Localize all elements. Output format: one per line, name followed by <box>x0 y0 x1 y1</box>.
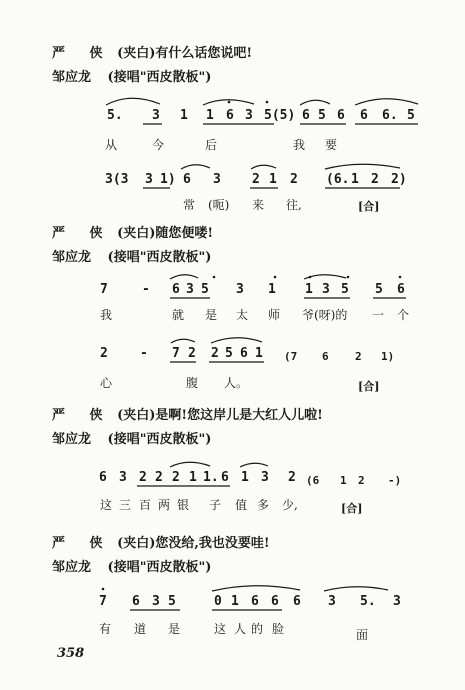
dialogue-line <box>52 222 213 241</box>
note: 5 <box>341 282 349 297</box>
note: 6 <box>132 594 140 609</box>
note: 7 <box>100 282 108 297</box>
note: 2 <box>211 346 219 361</box>
lyric: 心 <box>100 376 113 390</box>
note: 3 <box>261 470 269 485</box>
lyric: 道 <box>134 622 147 636</box>
chorus-mark: [合] <box>358 200 380 213</box>
lyric: 爷(呀)的 <box>302 308 348 322</box>
note: 5 <box>407 108 415 123</box>
note: 6 <box>302 108 310 123</box>
dialogue-text: (接唱"西皮散板") <box>107 70 212 85</box>
lyric: 脸 <box>272 622 285 636</box>
note: 3 <box>152 108 160 123</box>
note: 2 <box>139 470 147 485</box>
note: 2 <box>371 172 379 187</box>
lyric: 多 <box>257 498 270 512</box>
note: 1 <box>268 282 276 297</box>
lyric: 这 <box>100 498 113 512</box>
note: 3 <box>145 172 153 187</box>
note: 2 <box>100 346 108 361</box>
note: 1 <box>180 108 188 123</box>
note: 3 <box>322 282 330 297</box>
lyric: 人。 <box>224 376 249 390</box>
lyric: 我 <box>100 308 113 322</box>
slur-mark <box>304 275 346 279</box>
note: 3 <box>186 282 194 297</box>
note: 1. <box>203 470 219 485</box>
dialogue-text: (夹白)您没给,我也没要哇! <box>117 536 270 551</box>
note: 7 <box>99 594 107 609</box>
slur-mark <box>211 338 262 343</box>
note: 2 <box>252 172 260 187</box>
note: 1 <box>351 172 359 187</box>
dialogue-line <box>52 532 270 551</box>
note: 1 <box>255 346 263 361</box>
lyric: 往, <box>286 198 302 212</box>
note: 7 <box>172 346 180 361</box>
note: 5 <box>201 282 209 297</box>
lyric: 后 <box>205 138 218 152</box>
octave-dot <box>213 276 216 279</box>
note: 3 <box>328 594 336 609</box>
note: 3 <box>152 594 160 609</box>
chorus-mark: [合] <box>358 380 380 393</box>
dialogue-text: (接唱"西皮散板") <box>107 560 212 575</box>
note: 1 <box>241 470 249 485</box>
slur-mark <box>170 275 198 279</box>
lyric: 的 <box>251 622 264 636</box>
lyric: 人 <box>234 622 247 636</box>
dialogue-line <box>52 428 211 447</box>
speaker-name: 严 侠 <box>52 408 113 423</box>
note: 2 <box>355 350 362 363</box>
lyric: 是 <box>168 622 181 636</box>
note: 2) <box>391 172 407 187</box>
octave-dot <box>266 101 269 104</box>
slur-mark <box>300 100 330 105</box>
note: 5. <box>360 594 376 609</box>
dialogue-line <box>52 246 211 265</box>
octave-dot <box>399 276 402 279</box>
speaker-name: 邹应龙 <box>52 432 92 447</box>
lyric: (呃) <box>208 198 230 212</box>
note: 1 <box>189 470 197 485</box>
note: 6 <box>99 470 107 485</box>
note: 6 <box>172 282 180 297</box>
note: 0 <box>214 594 222 609</box>
note: 3 <box>236 282 244 297</box>
note: 5. <box>107 108 123 123</box>
lyric: 个 <box>397 308 410 322</box>
note: 1) <box>160 172 176 187</box>
note: 6 <box>293 594 301 609</box>
chorus-mark: [合] <box>341 502 363 515</box>
dialogue-text: (接唱"西皮散板") <box>107 250 212 265</box>
lyric: 腹 <box>186 376 199 390</box>
note: 5 <box>225 346 233 361</box>
note: 1 <box>269 172 277 187</box>
note: 6 <box>271 594 279 609</box>
dialogue-text: (夹白)随您便喽! <box>117 226 214 241</box>
note: 6 <box>240 346 248 361</box>
note: 2 <box>358 474 365 487</box>
note: 1 <box>340 474 347 487</box>
page-number: 358 <box>57 646 85 661</box>
lyric: 太 <box>236 308 249 322</box>
note: 3(3 <box>105 172 129 187</box>
note: 6. <box>382 108 398 123</box>
note: 5(5) <box>264 108 296 123</box>
lyric: 今 <box>152 138 165 152</box>
speaker-name: 邹应龙 <box>52 560 92 575</box>
note: 6 <box>221 470 229 485</box>
dialogue-line <box>52 42 252 61</box>
octave-dot <box>309 276 312 279</box>
octave-dot <box>102 588 105 591</box>
note: 3 <box>213 172 221 187</box>
note: 6 <box>322 350 329 363</box>
dialogue-text: (夹白)是啊!您这岸儿是大红人儿啦! <box>117 408 323 423</box>
lyric: 三 <box>119 498 132 512</box>
lyric: 我 <box>293 138 306 152</box>
slur-mark <box>355 99 418 105</box>
note: (6 <box>306 474 320 487</box>
speaker-name: 严 侠 <box>52 226 113 241</box>
slur-mark <box>181 165 210 169</box>
lyric: 这 <box>214 622 227 636</box>
lyric: 子 <box>209 498 222 512</box>
note: 5 <box>168 594 176 609</box>
note: (7 <box>284 350 298 363</box>
note: 6 <box>337 108 345 123</box>
slur-mark <box>251 165 276 169</box>
octave-dot <box>228 101 231 104</box>
octave-dot <box>274 276 277 279</box>
lyric: 来 <box>252 198 265 212</box>
note: - <box>140 346 148 361</box>
dialogue-line <box>52 66 211 85</box>
lyric: 常 <box>183 198 196 212</box>
slur-mark <box>325 164 400 169</box>
slur-mark <box>170 462 210 467</box>
slur-mark <box>324 587 388 591</box>
note: 2 <box>188 346 196 361</box>
lyric: 就 <box>172 308 185 322</box>
slur-mark <box>203 100 254 105</box>
dialogue-line <box>52 556 211 575</box>
note: 1 <box>231 594 239 609</box>
slur-mark <box>171 339 195 343</box>
lyric: 师 <box>268 308 281 322</box>
lyric: 一 <box>372 308 385 322</box>
note: 2 <box>155 470 163 485</box>
note: 6 <box>397 282 405 297</box>
lyric: 百 <box>139 498 152 512</box>
note: 2 <box>172 470 180 485</box>
slur-mark <box>212 586 300 591</box>
lyric: 少, <box>282 498 298 512</box>
note: 2 <box>290 172 298 187</box>
dialogue-line <box>52 404 323 423</box>
note: 6 <box>183 172 191 187</box>
dialogue-text: (夹白)有什么话您说吧! <box>117 46 253 61</box>
note: 5 <box>375 282 383 297</box>
note: 6 <box>226 108 234 123</box>
lyric: 有 <box>99 622 112 636</box>
speaker-name: 邹应龙 <box>52 70 92 85</box>
octave-dot <box>347 276 350 279</box>
lyric: 是 <box>205 308 218 322</box>
note: 3 <box>245 108 253 123</box>
note: 5 <box>318 108 326 123</box>
note: 1 <box>305 282 313 297</box>
lyric: 要 <box>325 138 338 152</box>
note: 1 <box>206 108 214 123</box>
note: 6 <box>360 108 368 123</box>
speaker-name: 邹应龙 <box>52 250 92 265</box>
dialogue-text: (接唱"西皮散板") <box>107 432 212 447</box>
slur-mark <box>106 98 160 105</box>
note: -) <box>388 474 402 487</box>
lyric: 银 <box>177 498 190 512</box>
note: 6 <box>251 594 259 609</box>
lyric: 两 <box>158 498 171 512</box>
slur-mark <box>240 463 268 467</box>
note: 3 <box>119 470 127 485</box>
speaker-name: 严 侠 <box>52 46 113 61</box>
lyric: 从 <box>105 138 118 152</box>
speaker-name: 严 侠 <box>52 536 113 551</box>
note: 1) <box>381 350 395 363</box>
lyric: 值 <box>235 498 248 512</box>
note: - <box>142 282 150 297</box>
note: 2 <box>288 470 296 485</box>
note: (6. <box>326 172 350 187</box>
lyric: 面 <box>356 628 369 642</box>
note: 3 <box>393 594 401 609</box>
